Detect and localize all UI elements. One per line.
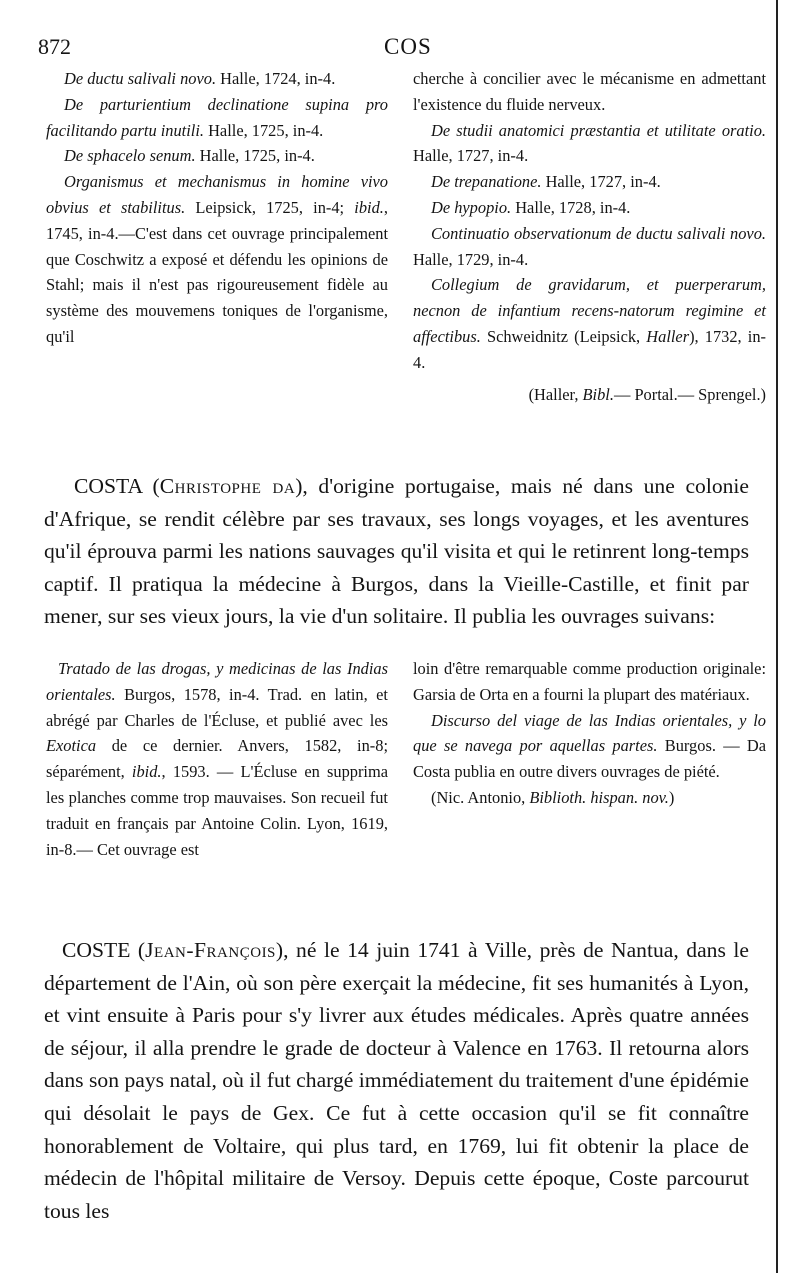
- article-text: ), né le 14 juin 1741 à Ville, près de Nantua, dans le département de l'Ain, où son père exerçait la médecine, fit ses humanités à Lyon, et vint ensuite à Paris pour s'y livrer aux études médicales. Après quatre années de séjour, il alla prendre le grade de docteur à Valence en 1763. Il retourna alors dans son pays natal, où il fut chargé immédiatement du traitement d'une épidémie qui désolait le pays de Gex. Ce fut à cette occasion qu'il se fit connaître honorablement de Voltaire, qui plus tard, en 1769, lui fit obtenir la place de médecin de l'hôpital militaire de Versoy. Depuis cette époque, Coste parcourut tous les: [44, 938, 749, 1223]
- work-title: Exotica: [46, 736, 97, 756]
- work-title: Discurso del viage de las Indias orientales, y lo que se navega por aquellas partes.: [413, 710, 766, 756]
- work-title: De studii anatomici præstantia et utilitate oratio.: [431, 120, 766, 140]
- work-details: Halle, 1729, in-4.: [413, 249, 529, 269]
- headword: COSTE: [62, 938, 131, 962]
- work-details: Halle, 1728, in-4.: [511, 197, 631, 217]
- bib-entry: [46, 66, 388, 92]
- work-title: Collegium de gravidarum, et puerperarum, necnon de infantium recens-natorum regimine et affectibus.: [413, 275, 766, 346]
- bib-entry: [46, 169, 388, 350]
- bib-entry: [413, 272, 766, 375]
- bib-entry: [413, 708, 766, 785]
- headword: COSTA: [74, 474, 142, 498]
- page-number: 872: [38, 34, 71, 59]
- left-column: [46, 66, 388, 350]
- work-details: loin d'être remarquable comme production originale: Garsia de Orta en a fourni la plupart des matériaux.: [413, 659, 766, 704]
- work-title: Haller: [646, 326, 690, 346]
- bibliography-block-costa: [46, 656, 766, 921]
- work-title: De parturientium declinatione supina pro facilitando partu inutili.: [46, 94, 388, 140]
- bib-entry: [413, 118, 766, 170]
- work-details: , 1745, in-4.—C'est dans cet ouvrage principalement que Coschwitz a exposé et défendu les opinions de Stahl; mais il n'est pas rigoureusement fidèle au système des mouvemens toniques de l'organisme, qu'il: [46, 197, 389, 346]
- work-details: Halle, 1727, in-4.: [541, 172, 661, 192]
- right-column: [413, 656, 766, 811]
- work-title: ibid.: [131, 762, 162, 782]
- work-title: Organismus et mechanismus in homine vivo obvius et stabilitus.: [46, 172, 388, 217]
- sources-line: (Nic. Antonio, Biblioth. hispan. nov.): [431, 787, 675, 807]
- left-column: [46, 656, 388, 862]
- running-head-word: COS: [384, 34, 432, 59]
- bib-continuation: [413, 66, 766, 118]
- article-costa: COSTA (Christophe da), d'origine portugaise, mais né dans une colonie d'Afrique, se rendit célèbre par ses travaux, ses longs voyages, et les aventures qu'il éprouva parmi les nations sauvages qu'il visita et qui le retinrent long-temps captif. Il pratiqua la médecine à Burgos, dans la Vieille-Castille, et finit par mener, sur ses vieux jours, la vie d'un solitaire. Il publia les ouvrages suivans:: [44, 474, 750, 629]
- bib-entry: [46, 92, 388, 144]
- work-details: , 1593. — L'Écluse en supprima les planches comme trop mauvaises. Son recueil fut traduit en français par Antoine Colin. Lyon, 1619, in-8.— Cet ouvrage est: [46, 762, 388, 859]
- work-title: De hypopio.: [431, 197, 512, 217]
- running-head: [38, 34, 758, 64]
- forename: Christophe da: [159, 474, 296, 498]
- work-title: De ductu salivali novo.: [64, 69, 217, 88]
- work-details: Schweidnitz (Leipsick,: [480, 326, 647, 346]
- work-title: ibid.: [354, 197, 384, 217]
- work-details: Halle, 1727, in-4.: [413, 146, 529, 166]
- page-edge-rule: [776, 0, 778, 1273]
- bib-entry: [413, 195, 766, 221]
- right-column: [413, 66, 766, 407]
- bib-entry: [46, 143, 388, 169]
- work-details: cherche à concilier avec le mécanisme en admettant l'existence du fluide nerveux.: [413, 69, 766, 114]
- bib-entry: [413, 221, 766, 273]
- work-details: ), 1732, in-4.: [413, 326, 767, 372]
- work-title: De sphacelo senum.: [64, 146, 196, 166]
- work-details: Halle, 1725, in-4.: [195, 146, 315, 166]
- work-details: Halle, 1724, in-4.: [216, 69, 336, 88]
- work-title: De trepanatione.: [431, 172, 542, 192]
- bib-continuation: [413, 656, 766, 708]
- bibliography-block-coschwitz: [46, 66, 766, 461]
- work-title: Continuatio observationum de ductu salivali novo.: [431, 223, 766, 243]
- bib-entry: [46, 656, 388, 862]
- bib-entry: [413, 169, 766, 195]
- work-details: Halle, 1725, in-4.: [204, 120, 324, 140]
- article-text: ), d'origine portugaise, mais né dans une colonie d'Afrique, se rendit célèbre par ses travaux, ses longs voyages, et les aventures qu'il éprouva parmi les nations sauvages qu'il visita et qui le retinrent long-temps captif. Il pratiqua la médecine à Burgos, dans la Vieille-Castille, et finit par mener, sur ses vieux jours, la vie d'un solitaire. Il publia les ouvrages suivans:: [44, 474, 750, 629]
- article-coste: COSTE (Jean-François), né le 14 juin 1741 à Ville, près de Nantua, dans le département de l'Ain, où son père exerçait la médecine, fit ses humanités à Lyon, et vint ensuite à Paris pour s'y livrer aux études médicales. Après quatre années de séjour, il alla prendre le grade de docteur à Valence en 1763. Il retourna alors dans son pays natal, où il fut chargé immédiatement du traitement d'une épidémie qui désolait le pays de Gex. Ce fut à cette occasion qu'il se fit connaître honorablement de Voltaire, qui plus tard, en 1769, lui fit obtenir la place de médecin de l'hôpital militaire de Versoy. Depuis cette époque, Coste parcourut tous les: [44, 938, 749, 1223]
- work-details: Burgos. — Da Costa publia en outre divers ouvrages de piété.: [413, 736, 767, 782]
- forename: Jean-François: [145, 938, 276, 962]
- work-title: Tratado de las drogas, y medicinas de las Indias orientales.: [46, 659, 388, 704]
- work-details: Leipsick, 1725, in-4;: [185, 197, 355, 217]
- work-details: de ce dernier. Anvers, 1582, in-8; séparément,: [46, 736, 388, 782]
- work-details: Burgos, 1578, in-4. Trad. en latin, et abrégé par Charles de l'Écluse, et publié avec les: [46, 684, 388, 730]
- sources-line: (Haller, Bibl.— Portal.— Sprengel.): [528, 384, 766, 404]
